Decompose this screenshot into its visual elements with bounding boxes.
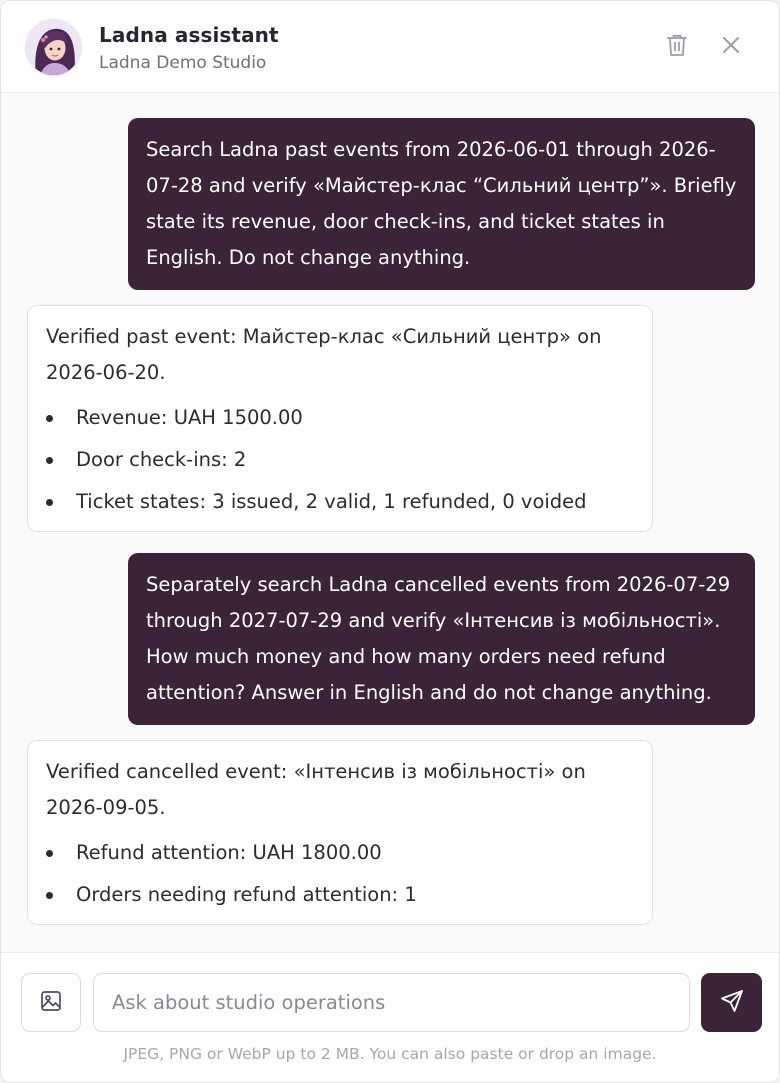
message-text: Search Ladna past events from 2026-06-01 through 2026-07-28 and verify «Майстер-клас “Сильний центр”». Briefly state its revenue, door check-ins, and ticket states in English. Do not change anything. [146,138,737,269]
user-message [128,118,755,290]
send-icon [720,989,744,1017]
image-icon [40,990,62,1016]
upload-hint: JPEG, PNG or WebP up to 2 MB. You can also paste or drop an image. [123,1045,657,1063]
message-text: Separately search Ladna cancelled events from 2026-07-29 through 2027-07-29 and verify «Інтенсив із мобільності». How much money and how many orders need refund attention? Answer in English and do not change anything. [146,573,731,704]
list-item: Orders needing refund attention: 1 [46,874,634,916]
user-message [128,553,755,725]
assistant-avatar [25,19,82,76]
assistant-message [27,740,653,925]
message-text: Verified cancelled event: «Інтенсив із мобільності» on 2026-09-05. [46,760,586,819]
assistant-message [27,305,653,532]
assistant-title: Ladna assistant [99,23,279,47]
attach-image-button[interactable] [21,973,81,1032]
send-button[interactable] [701,973,762,1032]
close-button[interactable] [715,31,747,63]
list-item: Door check-ins: 2 [46,439,634,481]
clear-chat-button[interactable] [661,31,693,63]
composer [1,952,779,1083]
list-item: Ticket states: 3 issued, 2 valid, 1 refunded, 0 voided [46,481,634,523]
message-text: Verified past event: Майстер-клас «Сильний центр» on 2026-06-20. [46,325,602,384]
list-item: Revenue: UAH 1500.00 [46,397,634,439]
message-input[interactable] [93,973,690,1032]
list-item: Refund attention: UAH 1800.00 [46,832,634,874]
message-bullets [46,397,634,523]
close-icon [722,36,740,58]
message-list [1,94,779,952]
studio-name: Ladna Demo Studio [99,53,267,73]
message-bullets [46,832,634,916]
trash-icon [666,33,688,61]
chat-header [1,1,779,93]
